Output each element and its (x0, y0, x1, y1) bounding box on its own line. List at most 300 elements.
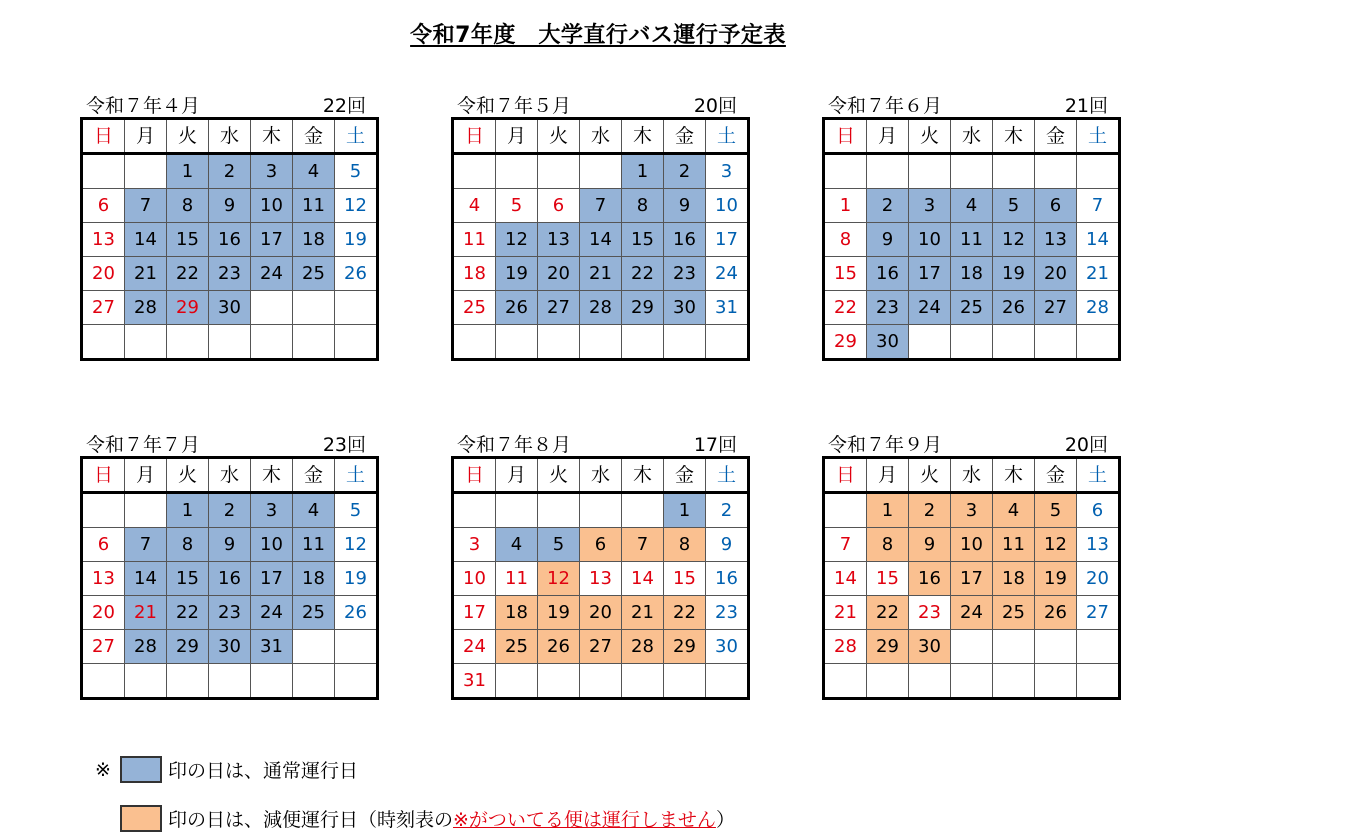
weekday-header: 火 (167, 458, 209, 493)
day-cell: 21 (1077, 257, 1120, 291)
day-cell: 28 (824, 630, 867, 664)
day-cell: 16 (909, 562, 951, 596)
empty-day-cell (251, 664, 293, 699)
weekday-header-row (82, 458, 378, 493)
day-cell: 28 (622, 630, 664, 664)
day-cell: 11 (453, 223, 496, 257)
weekday-header-row (453, 119, 749, 154)
calendar-grid (80, 456, 379, 700)
day-cell: 8 (867, 528, 909, 562)
day-cell: 6 (538, 189, 580, 223)
empty-day-cell (909, 664, 951, 699)
day-cell: 26 (1035, 596, 1077, 630)
empty-day-cell (335, 291, 378, 325)
day-cell: 17 (909, 257, 951, 291)
day-cell: 25 (951, 291, 993, 325)
day-cell: 4 (951, 189, 993, 223)
empty-day-cell (622, 493, 664, 528)
day-cell: 8 (664, 528, 706, 562)
week-row (82, 493, 378, 528)
day-cell: 22 (824, 291, 867, 325)
weekday-header: 土 (335, 119, 378, 154)
weekday-header: 金 (293, 119, 335, 154)
day-cell: 29 (167, 291, 209, 325)
day-cell: 19 (496, 257, 538, 291)
week-row (453, 562, 749, 596)
day-cell: 15 (824, 257, 867, 291)
day-cell: 24 (453, 630, 496, 664)
weekday-header: 木 (993, 119, 1035, 154)
week-row (824, 223, 1120, 257)
month-header (451, 96, 743, 117)
day-cell: 29 (867, 630, 909, 664)
day-cell: 9 (209, 528, 251, 562)
day-cell: 14 (622, 562, 664, 596)
empty-day-cell (1077, 154, 1120, 189)
day-cell: 1 (867, 493, 909, 528)
weekday-header: 火 (538, 458, 580, 493)
weekday-header: 土 (706, 458, 749, 493)
day-cell: 24 (706, 257, 749, 291)
weekday-header: 火 (909, 119, 951, 154)
month-calendar (822, 96, 1114, 361)
empty-day-cell (125, 664, 167, 699)
day-cell: 20 (82, 257, 125, 291)
empty-day-cell (867, 154, 909, 189)
day-cell: 24 (951, 596, 993, 630)
day-cell: 8 (167, 528, 209, 562)
day-cell: 17 (251, 223, 293, 257)
day-cell: 4 (993, 493, 1035, 528)
empty-day-cell (82, 664, 125, 699)
day-cell: 19 (993, 257, 1035, 291)
day-cell: 15 (622, 223, 664, 257)
day-cell: 2 (706, 493, 749, 528)
empty-day-cell (538, 664, 580, 699)
day-cell: 7 (622, 528, 664, 562)
day-cell: 4 (453, 189, 496, 223)
day-cell: 9 (867, 223, 909, 257)
day-cell: 8 (167, 189, 209, 223)
day-cell: 26 (496, 291, 538, 325)
day-cell: 7 (125, 189, 167, 223)
week-row (82, 664, 378, 699)
weekday-header: 金 (1035, 119, 1077, 154)
empty-day-cell (1035, 630, 1077, 664)
week-row (82, 291, 378, 325)
empty-day-cell (125, 493, 167, 528)
day-cell: 31 (251, 630, 293, 664)
month-run-count: 22回 (322, 95, 366, 117)
week-row (824, 596, 1120, 630)
day-cell: 30 (909, 630, 951, 664)
day-cell: 4 (496, 528, 538, 562)
day-cell: 24 (909, 291, 951, 325)
day-cell: 5 (1035, 493, 1077, 528)
weekday-header: 木 (251, 458, 293, 493)
empty-day-cell (335, 630, 378, 664)
weekday-header: 日 (82, 458, 125, 493)
month-run-count: 21回 (1064, 95, 1108, 117)
day-cell: 25 (293, 596, 335, 630)
day-cell: 6 (580, 528, 622, 562)
day-cell: 7 (580, 189, 622, 223)
weekday-header: 日 (824, 119, 867, 154)
week-row (82, 223, 378, 257)
day-cell: 14 (125, 223, 167, 257)
weekday-header: 金 (293, 458, 335, 493)
day-cell: 13 (82, 223, 125, 257)
empty-day-cell (993, 664, 1035, 699)
weekday-header: 木 (622, 458, 664, 493)
weekday-header: 月 (496, 119, 538, 154)
weekday-header: 土 (1077, 458, 1120, 493)
day-cell: 19 (1035, 562, 1077, 596)
weekday-header-row (82, 119, 378, 154)
calendar-grid (451, 117, 750, 361)
day-cell: 22 (664, 596, 706, 630)
day-cell: 21 (125, 596, 167, 630)
empty-day-cell (125, 325, 167, 360)
month-run-count: 20回 (693, 95, 737, 117)
day-cell: 15 (867, 562, 909, 596)
calendar-grid (80, 117, 379, 361)
day-cell: 30 (209, 291, 251, 325)
day-cell: 11 (293, 528, 335, 562)
day-cell: 2 (664, 154, 706, 189)
day-cell: 1 (167, 154, 209, 189)
day-cell: 21 (622, 596, 664, 630)
day-cell: 1 (664, 493, 706, 528)
empty-day-cell (251, 325, 293, 360)
calendar-grid (822, 117, 1121, 361)
week-row (82, 630, 378, 664)
empty-day-cell (293, 325, 335, 360)
week-row (82, 325, 378, 360)
day-cell: 8 (824, 223, 867, 257)
week-row (453, 493, 749, 528)
day-cell: 28 (125, 630, 167, 664)
weekday-header: 水 (580, 119, 622, 154)
empty-day-cell (706, 325, 749, 360)
day-cell: 30 (664, 291, 706, 325)
day-cell: 10 (706, 189, 749, 223)
day-cell: 10 (909, 223, 951, 257)
empty-day-cell (1077, 325, 1120, 360)
day-cell: 29 (622, 291, 664, 325)
weekday-header: 土 (706, 119, 749, 154)
day-cell: 25 (453, 291, 496, 325)
empty-day-cell (951, 664, 993, 699)
day-cell: 19 (538, 596, 580, 630)
day-cell: 12 (496, 223, 538, 257)
weekday-header: 土 (1077, 119, 1120, 154)
weekday-header: 月 (496, 458, 538, 493)
day-cell: 15 (167, 223, 209, 257)
weekday-header: 水 (951, 119, 993, 154)
empty-day-cell (293, 630, 335, 664)
day-cell: 9 (706, 528, 749, 562)
day-cell: 18 (993, 562, 1035, 596)
empty-day-cell (251, 291, 293, 325)
weekday-header: 木 (622, 119, 664, 154)
week-row (82, 257, 378, 291)
day-cell: 5 (335, 154, 378, 189)
month-run-count: 20回 (1064, 434, 1108, 456)
month-name: 令和７年６月 (828, 95, 943, 117)
day-cell: 2 (209, 493, 251, 528)
day-cell: 20 (1077, 562, 1120, 596)
week-row (453, 596, 749, 630)
day-cell: 12 (993, 223, 1035, 257)
day-cell: 15 (664, 562, 706, 596)
day-cell: 10 (951, 528, 993, 562)
empty-day-cell (496, 493, 538, 528)
day-cell: 18 (453, 257, 496, 291)
day-cell: 25 (496, 630, 538, 664)
day-cell: 13 (538, 223, 580, 257)
day-cell: 22 (167, 596, 209, 630)
day-cell: 1 (167, 493, 209, 528)
day-cell: 3 (706, 154, 749, 189)
empty-day-cell (824, 154, 867, 189)
day-cell: 26 (335, 257, 378, 291)
empty-day-cell (1077, 630, 1120, 664)
weekday-header: 水 (209, 458, 251, 493)
empty-day-cell (167, 664, 209, 699)
empty-day-cell (538, 493, 580, 528)
day-cell: 28 (580, 291, 622, 325)
weekday-header: 金 (664, 119, 706, 154)
weekday-header: 月 (867, 458, 909, 493)
weekday-header: 土 (335, 458, 378, 493)
day-cell: 30 (867, 325, 909, 360)
empty-day-cell (496, 154, 538, 189)
legend-reduced-text: 印の日は、減便運行日（時刻表の (168, 809, 454, 831)
day-cell: 21 (580, 257, 622, 291)
weekday-header: 水 (580, 458, 622, 493)
day-cell: 6 (1077, 493, 1120, 528)
day-cell: 24 (251, 257, 293, 291)
day-cell: 22 (167, 257, 209, 291)
empty-day-cell (453, 325, 496, 360)
empty-day-cell (867, 664, 909, 699)
reduced-swatch (120, 805, 162, 832)
day-cell: 11 (496, 562, 538, 596)
day-cell: 28 (1077, 291, 1120, 325)
empty-day-cell (1035, 154, 1077, 189)
legend-reduced (92, 805, 735, 832)
week-row (824, 664, 1120, 699)
empty-day-cell (951, 325, 993, 360)
week-row (453, 664, 749, 699)
empty-day-cell (706, 664, 749, 699)
day-cell: 10 (251, 189, 293, 223)
day-cell: 19 (335, 562, 378, 596)
weekday-header: 木 (251, 119, 293, 154)
day-cell: 29 (664, 630, 706, 664)
day-cell: 2 (867, 189, 909, 223)
day-cell: 12 (1035, 528, 1077, 562)
day-cell: 23 (209, 257, 251, 291)
day-cell: 6 (82, 189, 125, 223)
day-cell: 3 (251, 493, 293, 528)
month-header (80, 435, 372, 456)
day-cell: 11 (293, 189, 335, 223)
day-cell: 26 (335, 596, 378, 630)
day-cell: 27 (1035, 291, 1077, 325)
empty-day-cell (993, 154, 1035, 189)
empty-day-cell (167, 325, 209, 360)
day-cell: 1 (622, 154, 664, 189)
day-cell: 23 (706, 596, 749, 630)
legend-note-mark: ※ (95, 758, 111, 781)
day-cell: 27 (82, 291, 125, 325)
empty-day-cell (622, 325, 664, 360)
day-cell: 13 (82, 562, 125, 596)
month-calendar (80, 96, 372, 361)
month-calendar (451, 435, 743, 700)
week-row (824, 291, 1120, 325)
month-name: 令和７年５月 (457, 95, 572, 117)
day-cell: 17 (251, 562, 293, 596)
month-name: 令和７年４月 (86, 95, 201, 117)
week-row (82, 154, 378, 189)
day-cell: 18 (496, 596, 538, 630)
day-cell: 16 (664, 223, 706, 257)
day-cell: 21 (125, 257, 167, 291)
day-cell: 16 (209, 562, 251, 596)
day-cell: 9 (209, 189, 251, 223)
day-cell: 17 (706, 223, 749, 257)
weekday-header: 月 (125, 119, 167, 154)
month-run-count: 17回 (693, 434, 737, 456)
week-row (82, 528, 378, 562)
day-cell: 19 (335, 223, 378, 257)
week-row (824, 528, 1120, 562)
day-cell: 18 (293, 223, 335, 257)
day-cell: 4 (293, 154, 335, 189)
empty-day-cell (580, 325, 622, 360)
weekday-header: 金 (1035, 458, 1077, 493)
day-cell: 16 (706, 562, 749, 596)
empty-day-cell (209, 325, 251, 360)
day-cell: 20 (82, 596, 125, 630)
week-row (453, 528, 749, 562)
empty-day-cell (538, 325, 580, 360)
day-cell: 5 (538, 528, 580, 562)
day-cell: 16 (867, 257, 909, 291)
day-cell: 6 (1035, 189, 1077, 223)
day-cell: 12 (335, 189, 378, 223)
empty-day-cell (909, 154, 951, 189)
empty-day-cell (496, 664, 538, 699)
day-cell: 26 (538, 630, 580, 664)
week-row (453, 257, 749, 291)
day-cell: 12 (538, 562, 580, 596)
month-header (822, 96, 1114, 117)
day-cell: 25 (293, 257, 335, 291)
calendar-grid (451, 456, 750, 700)
day-cell: 11 (951, 223, 993, 257)
day-cell: 30 (706, 630, 749, 664)
empty-day-cell (82, 154, 125, 189)
legend-reduced-close: ） (715, 809, 735, 831)
empty-day-cell (125, 154, 167, 189)
month-header (451, 435, 743, 456)
empty-day-cell (580, 664, 622, 699)
month-header (80, 96, 372, 117)
day-cell: 3 (453, 528, 496, 562)
legend-regular-text: 印の日は、通常運行日 (168, 760, 359, 782)
week-row (824, 562, 1120, 596)
day-cell: 18 (951, 257, 993, 291)
empty-day-cell (580, 154, 622, 189)
empty-day-cell (453, 493, 496, 528)
week-row (824, 630, 1120, 664)
empty-day-cell (580, 493, 622, 528)
empty-day-cell (538, 154, 580, 189)
day-cell: 23 (867, 291, 909, 325)
day-cell: 3 (909, 189, 951, 223)
day-cell: 14 (580, 223, 622, 257)
day-cell: 5 (993, 189, 1035, 223)
day-cell: 15 (167, 562, 209, 596)
weekday-header: 木 (993, 458, 1035, 493)
weekday-header: 月 (867, 119, 909, 154)
day-cell: 31 (453, 664, 496, 699)
month-name: 令和７年８月 (457, 434, 572, 456)
weekday-header: 日 (824, 458, 867, 493)
weekday-header-row (453, 458, 749, 493)
day-cell: 6 (82, 528, 125, 562)
empty-day-cell (209, 664, 251, 699)
day-cell: 29 (167, 630, 209, 664)
day-cell: 20 (1035, 257, 1077, 291)
week-row (82, 562, 378, 596)
day-cell: 3 (251, 154, 293, 189)
weekday-header: 日 (453, 119, 496, 154)
day-cell: 21 (824, 596, 867, 630)
weekday-header: 日 (453, 458, 496, 493)
day-cell: 23 (909, 596, 951, 630)
day-cell: 7 (824, 528, 867, 562)
day-cell: 27 (82, 630, 125, 664)
day-cell: 13 (580, 562, 622, 596)
day-cell: 14 (1077, 223, 1120, 257)
weekday-header: 水 (951, 458, 993, 493)
day-cell: 24 (251, 596, 293, 630)
day-cell: 13 (1035, 223, 1077, 257)
empty-day-cell (909, 325, 951, 360)
day-cell: 16 (209, 223, 251, 257)
day-cell: 7 (1077, 189, 1120, 223)
day-cell: 1 (824, 189, 867, 223)
week-row (453, 325, 749, 360)
day-cell: 9 (664, 189, 706, 223)
day-cell: 27 (538, 291, 580, 325)
day-cell: 20 (538, 257, 580, 291)
day-cell: 23 (209, 596, 251, 630)
day-cell: 31 (706, 291, 749, 325)
week-row (824, 257, 1120, 291)
weekday-header: 金 (664, 458, 706, 493)
day-cell: 3 (951, 493, 993, 528)
day-cell: 5 (496, 189, 538, 223)
day-cell: 11 (993, 528, 1035, 562)
legend-regular (92, 756, 358, 783)
month-header (822, 435, 1114, 456)
